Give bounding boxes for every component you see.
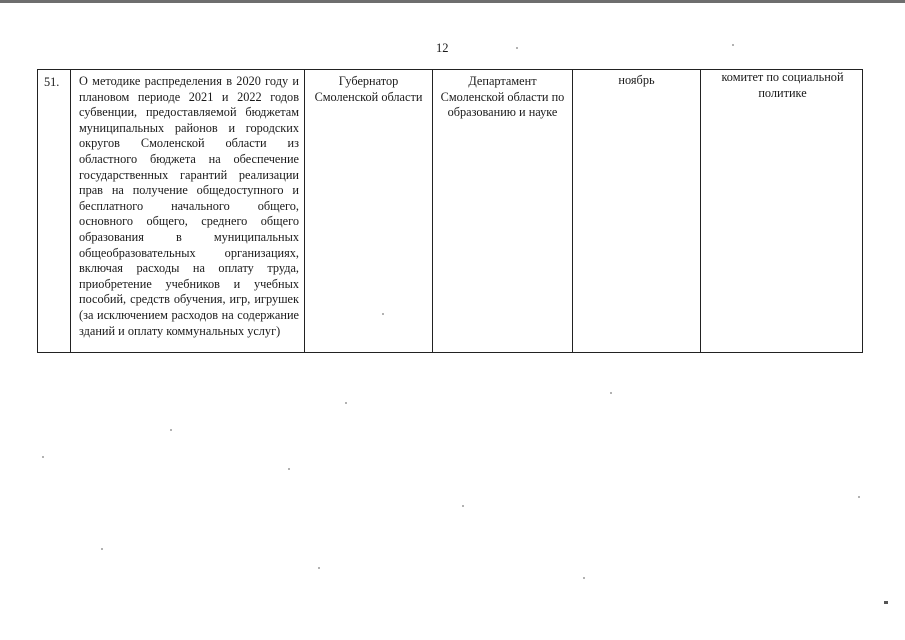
agenda-item-title-cell: О методике распределения в 2020 году и плановом периоде 2021 и 2022 годов субвенции, предоставляемой бюджетам муниципальных районов и городских округов Смоленской области из областного бюджета на обеспечение государственных гарантий реализации прав на получение общедоступного и бесплатного начального общего, основного общего, среднего общего образования в муниципальных общеобразовательных организациях, включая расходы на оплату труда, приобретение учебников и учебных пособий, средств обучения, игр, игрушек (за исключением расходов на содержание зданий и оплату коммунальных услуг) — [71, 70, 305, 352]
scan-speck — [345, 402, 347, 404]
executor-department-cell: Департамент Смоленской области по образованию и науке — [433, 70, 573, 352]
scan-speck — [382, 313, 384, 315]
scan-speck — [318, 567, 320, 569]
scan-speck — [516, 47, 518, 49]
scan-speck — [732, 44, 734, 46]
scan-speck — [288, 468, 290, 470]
page-number: 12 — [436, 41, 449, 55]
scan-speck — [101, 548, 103, 550]
deadline-month-cell: ноябрь — [573, 70, 701, 352]
scan-speck — [462, 505, 464, 507]
responsible-official-cell: Губернатор Смоленской области — [305, 70, 433, 352]
scan-speck — [42, 456, 44, 458]
page-top-border — [0, 0, 905, 3]
committee-cell: комитет по социальной политике — [721, 70, 844, 100]
scan-speck — [610, 392, 612, 394]
row-number-cell: 51. — [38, 70, 71, 352]
table-row — [37, 69, 863, 353]
scan-speck — [170, 429, 172, 431]
scan-mark — [884, 601, 888, 604]
scan-speck — [583, 577, 585, 579]
scan-speck — [858, 496, 860, 498]
